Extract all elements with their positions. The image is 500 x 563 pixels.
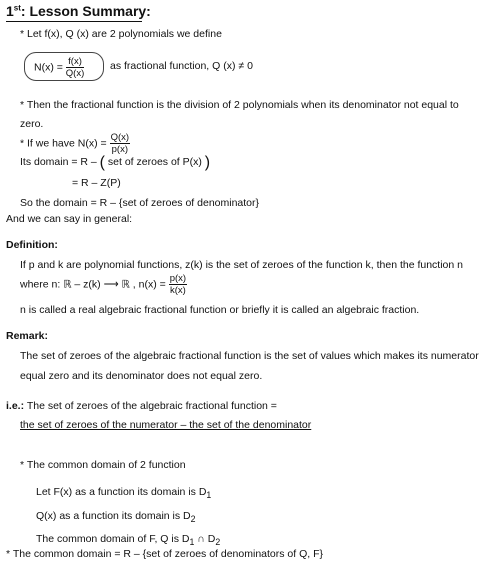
- definition-heading: Definition:: [6, 239, 58, 251]
- definition-line-3: n is called a real algebraic fractional function or briefly it is called an algebraic fraction.: [20, 304, 420, 316]
- common-line-3: The common domain of F, Q is $D_1$ ∩ $D_2$: [36, 533, 221, 548]
- line-so: So the domain = R – {set of zeroes of denominator}: [20, 197, 260, 209]
- ie-line-2: the set of zeroes of the numerator – the set of the denominator: [20, 419, 312, 431]
- remark-line-2: equal zero and its denominator does not equal zero.: [20, 370, 263, 382]
- common-final: * The common domain = R – {set of zeroes of denominators of Q, F}: [6, 548, 324, 560]
- line-domain: Its domain = R – ( set of zeroes of P(x) ): [20, 154, 211, 171]
- page-title: 1st: Lesson Summary:: [6, 3, 151, 19]
- line-if: * If we have N(x) = $\frac{Q(x)}{p(x)}$: [20, 132, 130, 155]
- line-general: And we can say in general:: [6, 213, 133, 225]
- line-then-2: zero.: [20, 118, 44, 130]
- title-underline: [6, 21, 142, 22]
- line-let: * Let f(x), Q (x) are 2 polynomials we define: [20, 28, 222, 40]
- common-line-2: Q(x) as a function its domain is $D_2$: [36, 510, 196, 525]
- ie-line-1: i.e.: The set of zeroes of the algebraic fractional function =: [6, 400, 277, 412]
- boxed-formula: N(x) = $\frac{f(x)}{Q(x)}$: [34, 56, 85, 79]
- definition-line-2: where n: ℝ – z(k) ⟶ ℝ , n(x) = $\frac{p(x)}{k(x)}$: [20, 273, 187, 296]
- remark-heading: Remark:: [6, 330, 49, 342]
- line-rz: = R – Z(P): [72, 177, 121, 189]
- common-heading: * The common domain of 2 function: [20, 459, 186, 471]
- boxed-after-text: as fractional function, Q (x) ≠ 0: [110, 60, 253, 72]
- line-then-1: * Then the fractional function is the division of 2 polynomials when its denominator not equal to: [20, 99, 459, 111]
- remark-line-1: The set of zeroes of the algebraic fractional function is the set of values which makes its numerator: [20, 350, 479, 362]
- common-line-1: Let F(x) as a function its domain is $D_1$: [36, 486, 212, 501]
- definition-line-1: If p and k are polynomial functions, z(k) is the set of zeroes of the function k, then the function n: [20, 259, 463, 271]
